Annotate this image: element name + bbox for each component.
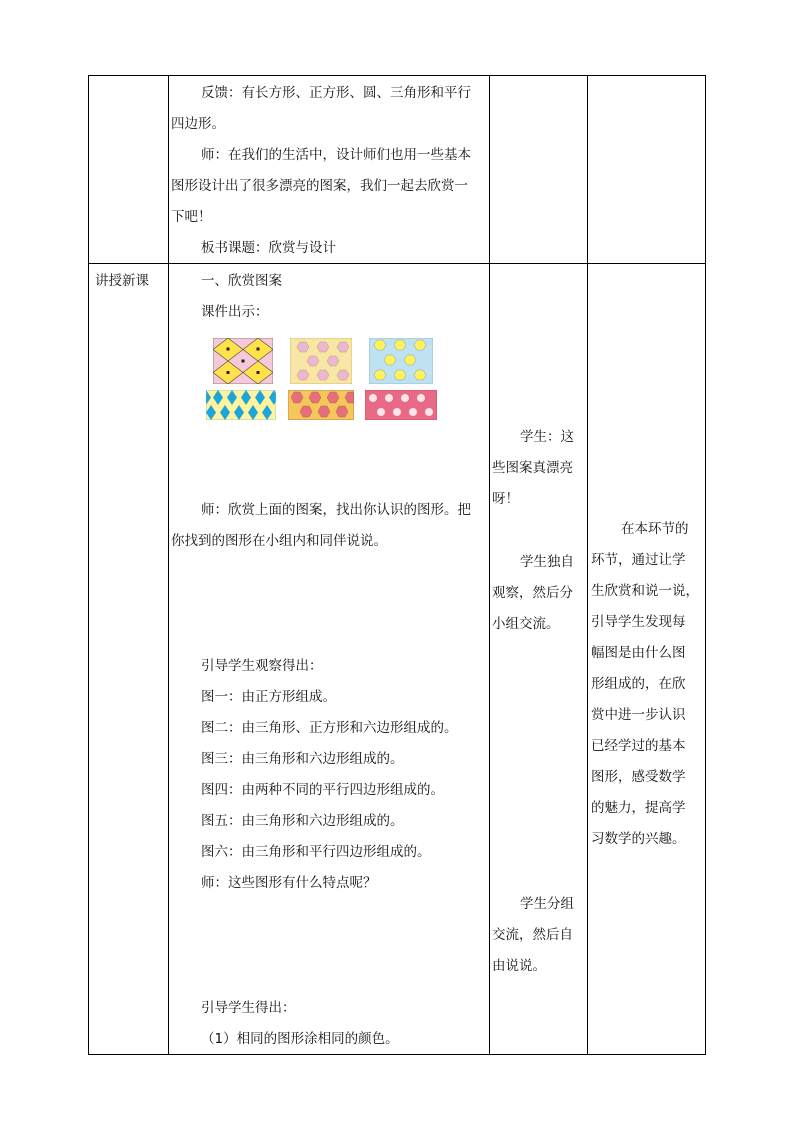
observation-4: 图四：由两种不同的平行四边形组成的。 <box>201 782 444 798</box>
text-line: 幅图是由什么图 <box>591 645 686 661</box>
stage-label: 讲授新课 <box>95 273 149 289</box>
student-activity-2 <box>492 547 586 640</box>
guide-title: 引导学生观察得出： <box>201 658 323 674</box>
pattern-2 <box>290 338 352 388</box>
observation-6: 图六：由三角形和平行四边形组成的。 <box>201 844 431 860</box>
pattern-5 <box>288 390 354 424</box>
text-line: 小组交流。 <box>492 616 560 632</box>
text-line: 四边形。 <box>171 116 225 132</box>
lesson-plan-table <box>88 75 706 1055</box>
text-line: 的魅力，提高学 <box>591 800 686 816</box>
text-line: 由说说。 <box>492 958 546 974</box>
teacher-question-2: 师：这些图形有什么特点呢？ <box>201 875 377 891</box>
text-line: 已经学过的基本 <box>591 738 686 754</box>
design-intent <box>591 514 705 855</box>
text-line: 生欣赏和说一说， <box>591 583 699 599</box>
pattern-6 <box>365 390 437 424</box>
text-line: 引导学生发现每 <box>591 614 686 630</box>
text-line: 学生分组 <box>520 896 574 912</box>
text-line: 习数学的兴趣。 <box>591 831 686 847</box>
text-line: 你找到的图形在小组内和同伴说说。 <box>171 533 387 549</box>
text-line: 反馈：有长方形、正方形、圆、三角形和平行 <box>201 85 471 101</box>
teacher-question-1 <box>171 495 487 557</box>
text-line: 师：欣赏上面的图案，找出你认识的图形。把 <box>201 502 471 518</box>
pattern-3 <box>369 338 433 388</box>
text-line: 在本环节的 <box>621 521 689 537</box>
courseware-label: 课件出示： <box>201 304 269 320</box>
pattern-1 <box>213 338 273 388</box>
text-line: 师：在我们的生活中，设计师们也用一些基本 <box>201 147 471 163</box>
text-line: 环节，通过让学 <box>591 552 686 568</box>
student-activity-3 <box>492 889 586 982</box>
section-title: 一、欣赏图案 <box>201 273 282 289</box>
guide2-title: 引导学生得出： <box>201 1000 296 1016</box>
observation-3: 图三：由三角形和六边形组成的。 <box>201 751 404 767</box>
top-row-text <box>171 78 487 264</box>
pattern-4 <box>206 390 276 424</box>
col-divider-3 <box>587 76 588 1054</box>
observation-1: 图一：由正方形组成。 <box>201 689 336 705</box>
text-line: 学生：这 <box>520 429 574 445</box>
text-line: 赏中进一步认识 <box>591 707 686 723</box>
student-activity-1 <box>492 422 586 515</box>
text-line: 图形，感受数学 <box>591 769 686 785</box>
conclusion-1: （1）相同的图形涂相同的颜色。 <box>201 1031 399 1047</box>
text-line: 下吧！ <box>171 209 212 225</box>
observation-2: 图二：由三角形、正方形和六边形组成的。 <box>201 720 458 736</box>
text-line: 学生独自 <box>520 554 574 570</box>
col-divider-1 <box>168 76 169 1054</box>
text-line: 形组成的，在欣 <box>591 676 686 692</box>
text-line: 些图案真漂亮 <box>492 460 573 476</box>
observation-5: 图五：由三角形和六边形组成的。 <box>201 813 404 829</box>
text-line: 图形设计出了很多漂亮的图案，我们一起去欣赏一 <box>171 178 468 194</box>
text-line: 板书课题：欣赏与设计 <box>201 240 336 256</box>
text-line: 呀！ <box>492 491 519 507</box>
col-divider-2 <box>489 76 490 1054</box>
text-line: 交流，然后自 <box>492 927 573 943</box>
text-line: 观察，然后分 <box>492 585 573 601</box>
